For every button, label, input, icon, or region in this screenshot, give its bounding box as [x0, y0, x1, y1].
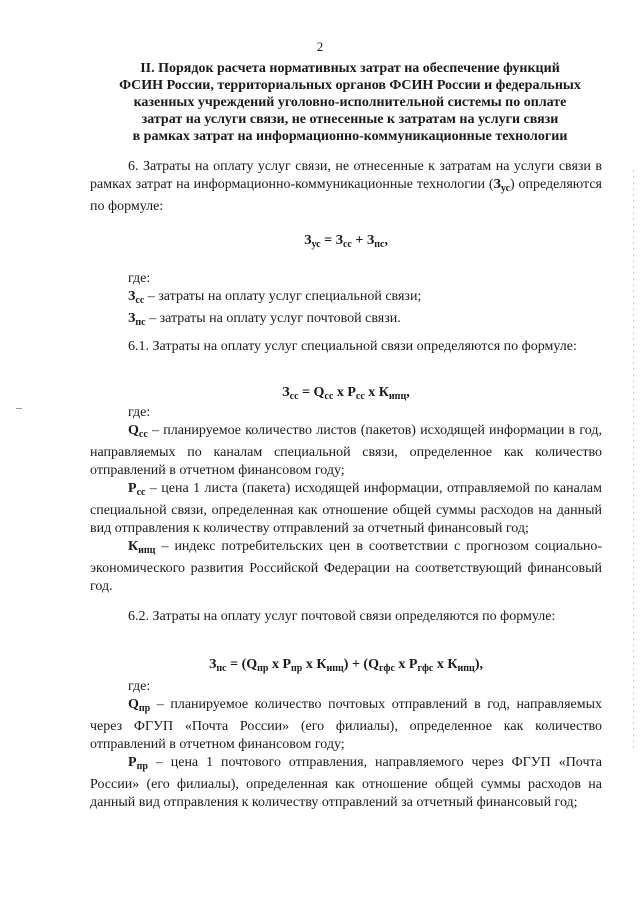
page-number: 2 [316, 39, 324, 54]
formula-3: $З_{пс} = (Q_{пр}$ х $Р_{пр}$ х $К_{ипц}) + (Q_{гфс}$ х $Р_{гфс}$ х $К_{ипц}$), [209, 657, 483, 674]
paragraph-6-2: 6.2. Затраты на оплату услуг почтовой связи определяются по формуле: [128, 609, 556, 624]
definition-item: $З_{сс}$ – затраты на оплату услуг специальной связи; [128, 289, 422, 306]
section-heading [95, 60, 605, 145]
symbol-subscript: ус [500, 183, 511, 194]
definition-item: $Р_{пр}$ – цена 1 почтового отправления, направляемого через ФГУП «Почта России» (его филиалы), определенная как отношение общей суммы расходов на данный вид отправления к количеству отправлений за отчетный финансовый год; [90, 755, 602, 810]
paragraph-text: 6. Затраты на оплату услуг связи, не отнесенные к затратам на услуги связи в рамках затрат на информационно-коммуникационные технологии ( [90, 159, 602, 192]
scan-edge-dots [633, 170, 634, 750]
definition-item: $К_{ипц}$ – индекс потребительских цен в соответствии с прогнозом социально-экономического развития Российской Федерации на соответствующий финансовый год. [90, 539, 602, 594]
definitions-1 [90, 270, 602, 332]
where-label: где: [128, 679, 151, 694]
definition-item: $Р_{сс}$ – цена 1 листа (пакета) исходящей информации, отправляемой по каналам специальной связи, определенная как отношение общей суммы расходов на данный вид отправления к количеству отправлений за отчетный финансовый год; [90, 481, 602, 536]
definitions-3 [90, 678, 602, 812]
heading-line: в рамках затрат на информационно-коммуникационные технологии [132, 129, 568, 144]
paragraph-6-1: 6.1. Затраты на оплату услуг специальной связи определяются по формуле: [128, 339, 577, 354]
definition-item: $З_{пс}$ – затраты на оплату услуг почтовой связи. [128, 311, 401, 328]
definitions-2 [90, 404, 602, 596]
heading-line: II. Порядок расчета нормативных затрат на обеспечение функций [140, 61, 560, 76]
heading-line: казенных учреждений уголовно-исполнительной системы по оплате [133, 95, 567, 110]
definition-item: $Q_{сс}$ – планируемое количество листов (пакетов) исходящей информации в год, направляемых по каналам специальной связи, определенное как количество отправлений в отчетном финансовом году; [90, 423, 602, 478]
heading-line: затрат на услуги связи, не отнесенные к затратам на услуги связи [141, 112, 559, 127]
symbol: З [493, 177, 501, 192]
scan-mark [16, 408, 22, 409]
paragraph-6 [90, 158, 602, 216]
where-label: где: [128, 405, 151, 420]
formula-2: $З_{сс} = Q_{сс}$ х $Р_{сс}$ х $К_{ипц}$, [282, 385, 410, 402]
paragraph-text: ) определяются по формуле: [90, 177, 602, 214]
where-label: где: [128, 271, 151, 286]
heading-line: ФСИН России, территориальных органов ФСИН России и федеральных [119, 78, 581, 93]
formula-1: $З_{ус} = З_{сс} + З_{пс}$, [304, 233, 388, 250]
definition-item: $Q_{пр}$ – планируемое количество почтовых отправлений в год, направляемых через ФГУП «Почта России» (его филиалы), определенное как количество отправлений в отчетном финансовом году; [90, 697, 602, 752]
